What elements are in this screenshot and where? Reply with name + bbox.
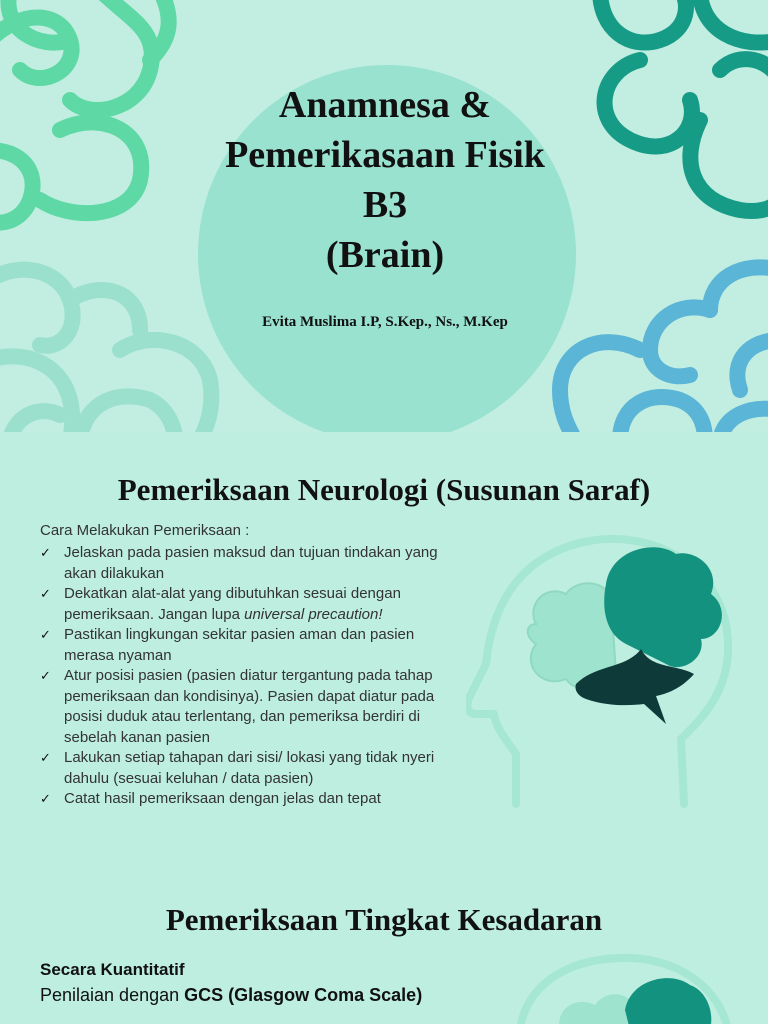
section-subtitle: Secara Kuantitatif <box>40 960 185 979</box>
author-name: Evita Muslima I.P, S.Kep., Ns., M.Kep <box>262 314 508 330</box>
check-icon: ✓ <box>40 791 51 806</box>
check-icon: ✓ <box>40 668 51 683</box>
list-item-text: Pastikan lingkungan sekitar pasien aman dan pasien merasa nyaman <box>64 626 415 664</box>
list-item-text: Dekatkan alat-alat yang dibutuhkan sesuai dengan pemeriksaan. Jangan lupa <box>64 585 401 623</box>
list-item-text: Catat hasil pemeriksaan dengan jelas dan tepat <box>64 790 381 807</box>
check-icon: ✓ <box>40 627 51 642</box>
title-line: B3 <box>362 184 408 226</box>
consciousness-slide <box>0 864 768 1024</box>
title-slide <box>0 0 768 432</box>
check-icon: ✓ <box>40 545 51 560</box>
list-item <box>40 584 460 625</box>
head-brain-icon <box>466 524 736 814</box>
head-brain-icon <box>500 950 740 1024</box>
check-icon: ✓ <box>40 750 51 765</box>
list-item <box>40 625 460 666</box>
slide-title: Pemeriksaan Tingkat Kesadaran <box>165 902 603 937</box>
neurology-slide <box>0 432 768 864</box>
list-item <box>40 543 460 584</box>
list-item <box>40 666 460 748</box>
assessment-prefix: Penilaian dengan <box>40 985 185 1005</box>
assessment-line <box>40 985 422 1006</box>
list-item-emphasis: universal precaution! <box>244 605 383 623</box>
list-intro: Cara Melakukan Pemeriksaan : <box>40 522 250 539</box>
assessment-method: GCS (Glasgow Coma Scale) <box>184 985 423 1005</box>
slide-title: Pemeriksaan Neurologi (Susunan Saraf) <box>117 472 651 507</box>
list-item-text: Atur posisi pasien (pasien diatur tergantung pada tahap pemeriksaan dan kondisinya). Pasien dapat diatur pada posisi duduk atau terlentang, dan pemeriksa berdiri di sebelah kanan pasien <box>64 667 435 746</box>
list-item-text: Jelaskan pada pasien maksud dan tujuan tindakan yang akan dilakukan <box>64 544 438 582</box>
title-line: Pemerikasaan Fisik <box>225 134 545 176</box>
title-line: Anamnesa & <box>278 84 492 126</box>
list-item <box>40 748 460 789</box>
list-item <box>40 789 460 810</box>
procedure-list <box>40 543 460 810</box>
check-icon: ✓ <box>40 586 51 601</box>
list-item-text: Lakukan setiap tahapan dari sisi/ lokasi yang tidak nyeri dahulu (sesuai keluhan / data pasien) <box>64 749 435 787</box>
presentation-title <box>150 80 620 280</box>
title-line: (Brain) <box>325 234 445 276</box>
